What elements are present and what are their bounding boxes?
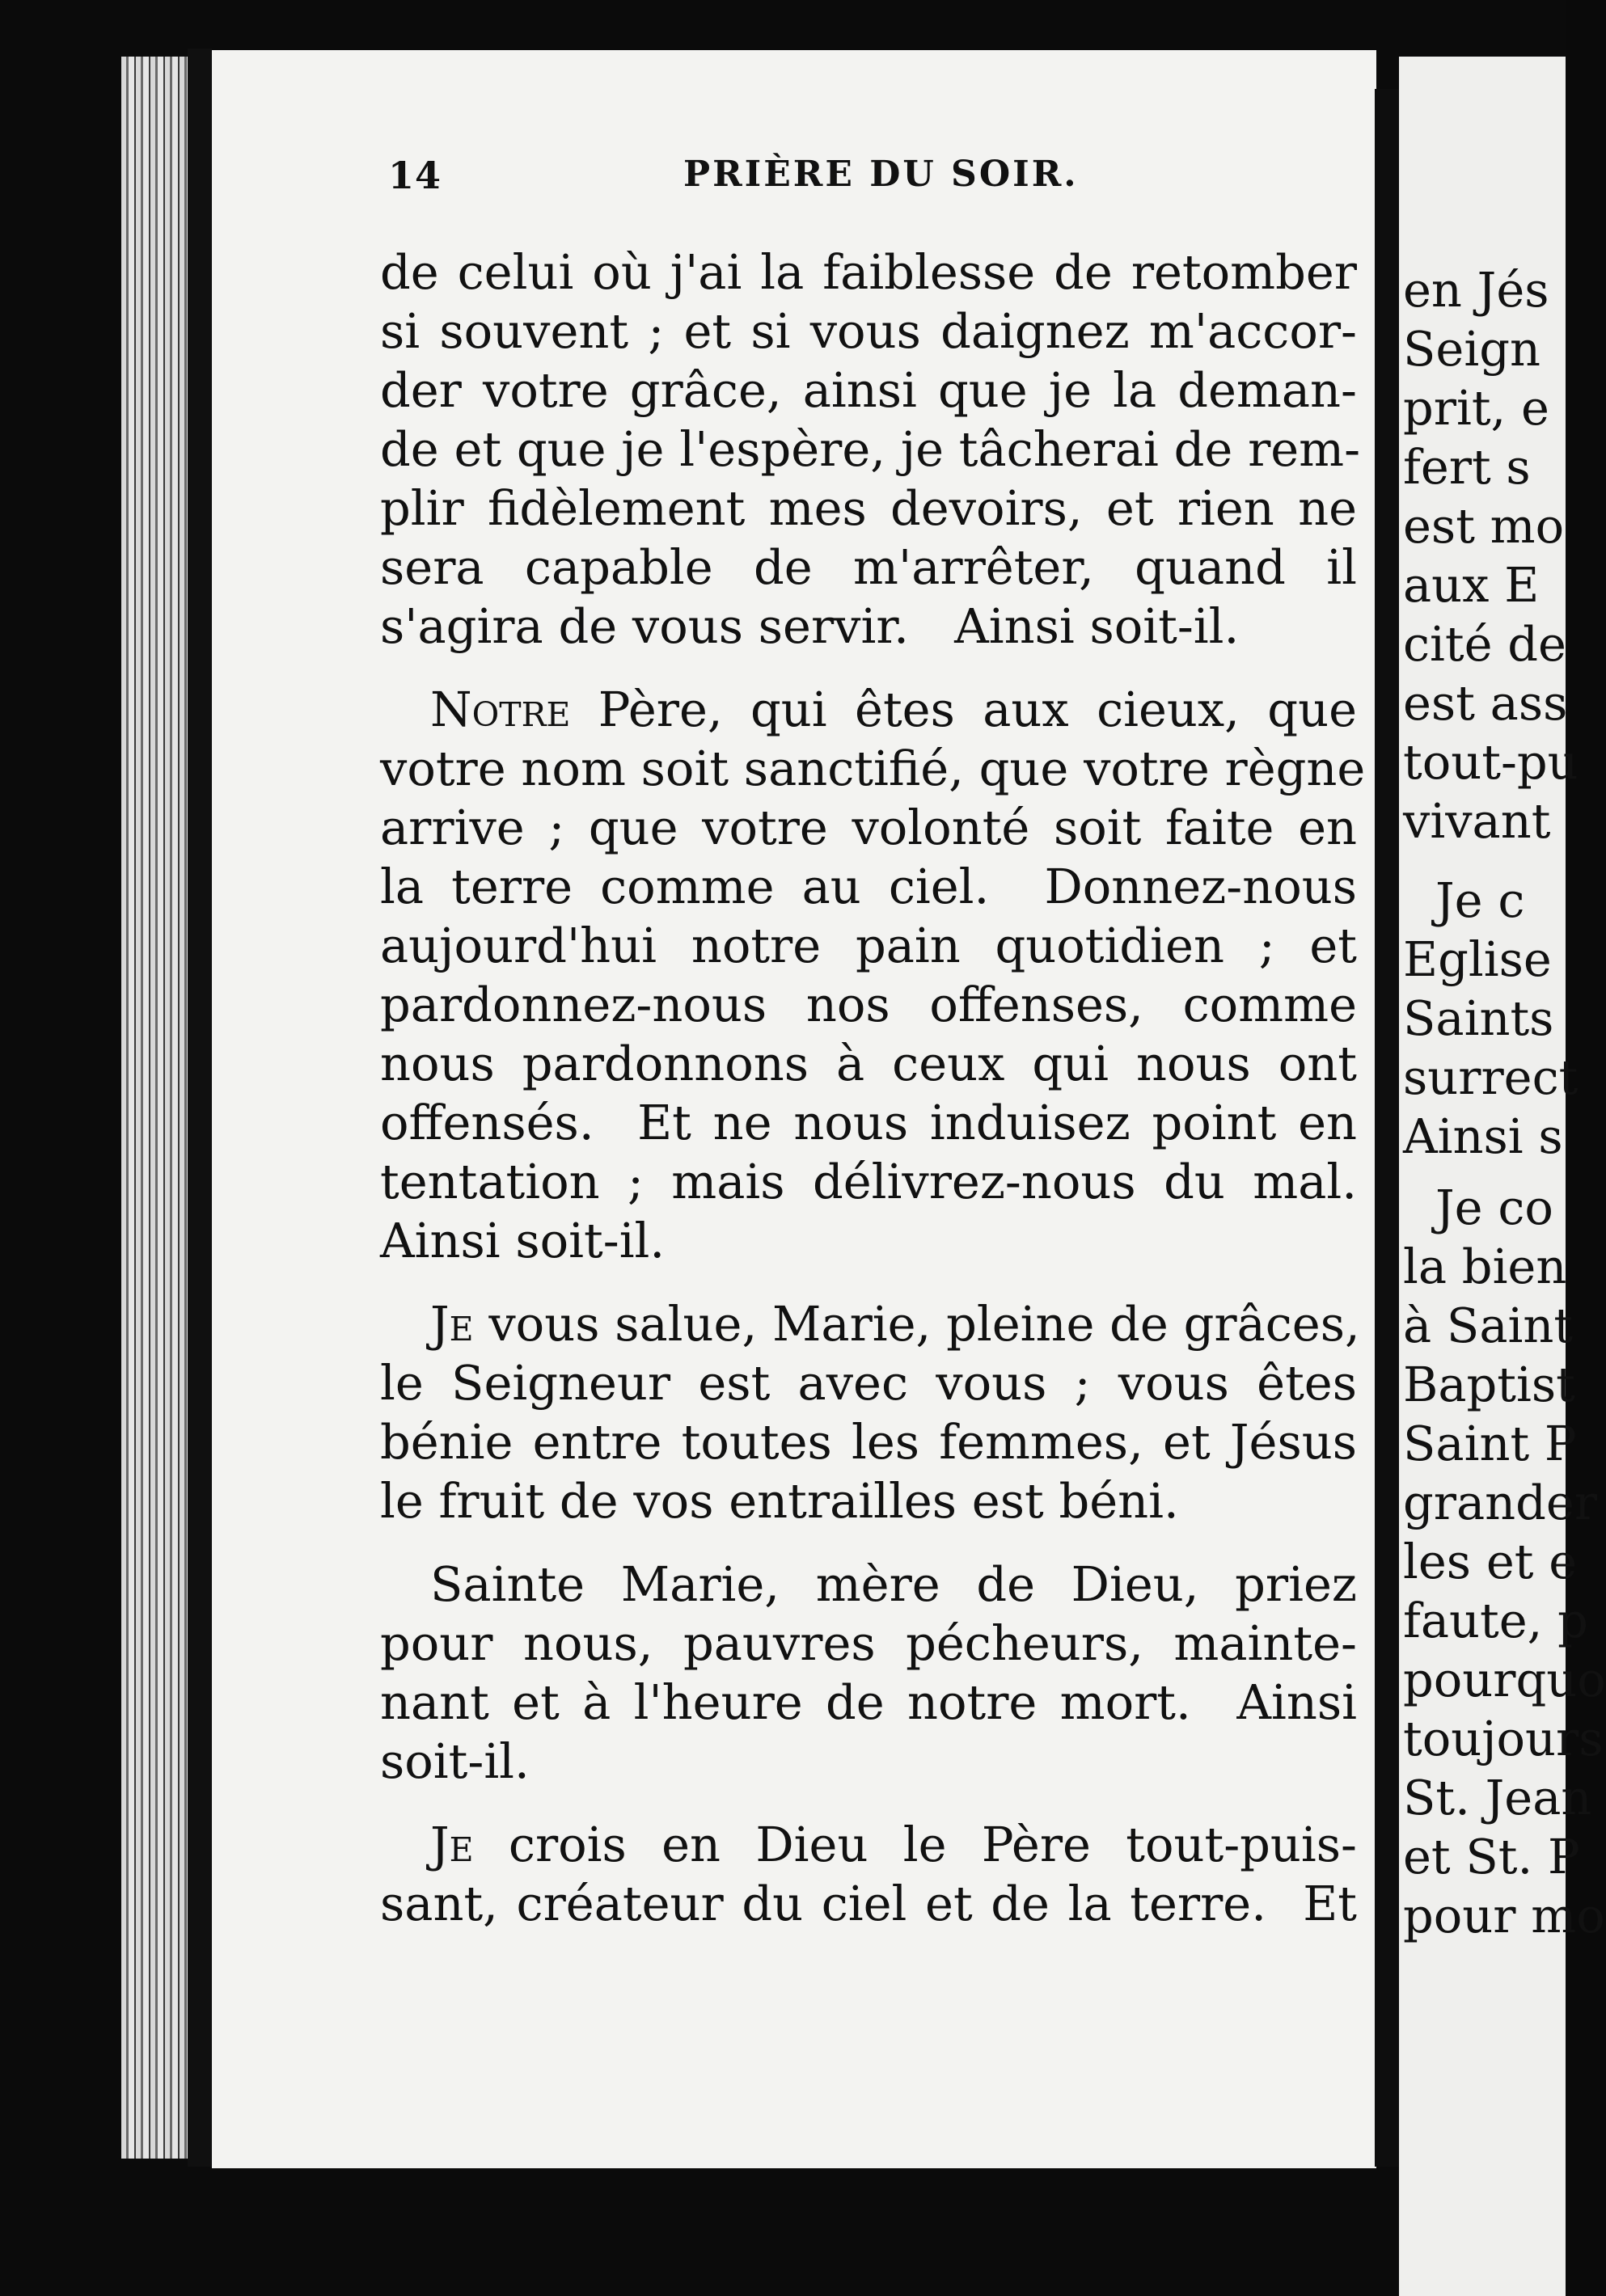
text-line: arrive ; que votre volonté soit faite en	[380, 800, 1357, 855]
right-page-line: en Jés	[1403, 262, 1549, 318]
text-line: de celui où j'ai la faiblesse de retomber	[380, 244, 1357, 300]
right-page-line: toujours	[1403, 1711, 1604, 1766]
right-page-line: Je c	[1435, 872, 1525, 928]
text-line	[380, 680, 1357, 739]
text-line: s'agira de vous servir. Ainsi soit-il.	[380, 598, 1240, 654]
text-line-rest: crois en Dieu le Père tout-puis-	[473, 1817, 1357, 1872]
text-line: sera capable de m'arrêter, quand il	[380, 539, 1357, 595]
right-page-line: est ass	[1403, 675, 1568, 731]
right-page-line: pour mo	[1403, 1888, 1605, 1944]
right-page-text	[1403, 260, 1606, 1945]
text-line	[380, 1294, 1360, 1353]
paragraph	[380, 243, 1361, 656]
right-page-line: Baptist	[1403, 1357, 1575, 1412]
text-line: nous pardonnons à ceux qui nous ont	[380, 1036, 1357, 1091]
paragraph	[380, 1815, 1357, 1933]
right-page-line: tout-pu	[1403, 734, 1579, 790]
right-page-line: surrect	[1403, 1049, 1579, 1105]
running-head-title: PRIÈRE DU SOIR.	[683, 154, 1079, 195]
text-line-rest: Père, qui êtes aux cieux, que	[570, 682, 1357, 737]
right-page-line: aux E	[1403, 557, 1540, 613]
line-gap	[1403, 850, 1581, 871]
right-page-line: St. Jean	[1403, 1770, 1592, 1825]
right-page-line: pourquo	[1403, 1652, 1606, 1707]
right-page-line: et St. P	[1403, 1829, 1580, 1884]
text-line: la terre comme au ciel. Donnez-nous	[380, 859, 1357, 914]
text-line-rest: vous salue, Marie, pleine de grâces,	[473, 1296, 1360, 1352]
right-page-line: est mo	[1403, 498, 1565, 554]
page-number: 14	[388, 154, 442, 197]
text-line: pour nous, pauvres pécheurs, mainte-	[380, 1615, 1357, 1671]
prayer-text	[380, 243, 1366, 1933]
gutter-shadow	[1375, 89, 1399, 2167]
right-page-line: prit, e	[1403, 380, 1549, 436]
text-line: tentation ; mais délivrez-nous du mal.	[380, 1154, 1357, 1209]
text-line: aujourd'hui notre pain quotidien ; et	[380, 918, 1357, 973]
right-page-line: la bien	[1403, 1239, 1567, 1294]
text-line: le Seigneur est avec vous ; vous êtes	[380, 1355, 1357, 1411]
right-page-line: les et e	[1403, 1534, 1578, 1589]
text-line: de et que je l'espère, je tâcherai de rem-	[380, 421, 1361, 477]
right-page-line: Saints	[1403, 990, 1554, 1046]
text-line: pardonnez-nous nos offenses, comme	[380, 977, 1357, 1032]
text-line: le fruit de vos entrailles est béni.	[380, 1473, 1179, 1529]
text-line: Ainsi soit-il.	[380, 1213, 666, 1268]
text-line: si souvent ; et si vous daignez m'accor-	[380, 303, 1357, 359]
right-page-line: à Saint	[1403, 1298, 1574, 1353]
text-line	[380, 1815, 1357, 1874]
binding-shadow	[188, 49, 212, 2167]
right-page-line: Ainsi s	[1403, 1108, 1563, 1164]
right-page-line: Seign	[1403, 321, 1540, 377]
small-caps-lead: Je	[430, 1296, 474, 1352]
small-caps-lead: Je	[430, 1817, 474, 1872]
text-line: plir fidèlement mes devoirs, et rien ne	[380, 480, 1357, 536]
text-line: nant et à l'heure de notre mort. Ainsi	[380, 1674, 1357, 1730]
right-page-line: cité de	[1403, 616, 1566, 672]
text-line: bénie entre toutes les femmes, et Jésus	[380, 1414, 1357, 1470]
line-gap	[1403, 1166, 1581, 1178]
small-caps-lead: Notre	[430, 682, 571, 737]
right-page-line: Je co	[1435, 1180, 1553, 1235]
text-line: soit-il.	[380, 1733, 530, 1789]
paragraph	[380, 680, 1366, 1270]
text-line: offensés. Et ne nous induisez point en	[380, 1095, 1357, 1150]
right-page-line: Eglise	[1403, 931, 1552, 987]
right-page-line: fert s	[1403, 439, 1531, 495]
text-line: sant, créateur du ciel et de la terre. Et	[380, 1876, 1357, 1931]
right-page-line: Saint P	[1403, 1416, 1577, 1471]
right-page-line: vivant	[1403, 793, 1551, 849]
running-head	[388, 154, 1181, 210]
text-line: Sainte Marie, mère de Dieu, priez	[430, 1556, 1357, 1612]
text-line: der votre grâce, ainsi que je la deman-	[380, 362, 1357, 418]
paragraph	[380, 1294, 1360, 1530]
right-page-line: grander	[1403, 1475, 1598, 1530]
paragraph	[380, 1555, 1357, 1791]
right-page-line: faute, p	[1403, 1593, 1588, 1648]
text-line: votre nom soit sanctifié, que votre règne	[380, 741, 1366, 796]
